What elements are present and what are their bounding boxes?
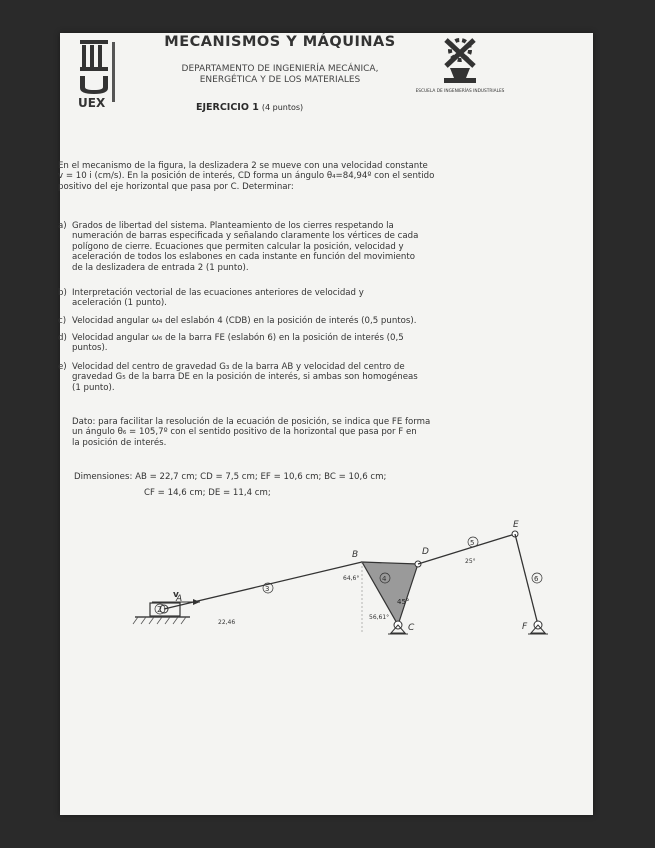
- exercise-title: EJERCICIO 1: [196, 102, 259, 113]
- logo-right-text: ESCUELA DE INGENIERÍAS INDUSTRIALES: [415, 89, 505, 94]
- item-label: c): [58, 316, 67, 326]
- point-b-label: B: [352, 550, 359, 560]
- dato-text: [72, 417, 457, 448]
- point-e-label: E: [513, 520, 519, 530]
- point-d-label: D: [422, 547, 429, 557]
- item-label: d): [58, 333, 67, 343]
- bar-ab: [164, 562, 362, 609]
- item-line: puntos).: [72, 343, 108, 354]
- item-line: Interpretación vectorial de las ecuaciones anteriores de velocidad y: [72, 288, 364, 298]
- item-line: aceleración de todos los eslabones en cada instante en función del movimiento: [72, 252, 415, 263]
- mechanism-figure: [60, 480, 593, 680]
- item-b: [58, 288, 453, 309]
- item-line: Grados de libertad del sistema. Planteamiento de los cierres respetando la: [72, 221, 394, 231]
- angle-e-label: 25°: [465, 558, 476, 565]
- item-label: a): [58, 221, 67, 231]
- point-a-label: A: [176, 594, 183, 604]
- point-f-label: F: [522, 622, 528, 632]
- item-a: [58, 221, 453, 273]
- link-2-label: 2: [157, 605, 163, 614]
- item-label: e): [58, 362, 67, 372]
- intro-text: [58, 161, 458, 192]
- link-4-label: 4: [382, 575, 387, 583]
- item-e: [58, 362, 453, 393]
- item-line: Velocidad del centro de gravedad G₃ de la barra AB y velocidad del centro de: [72, 362, 405, 372]
- dimensions-line-1: Dimensiones: AB = 22,7 cm; CD = 7,5 cm; EF = 10,6 cm; BC = 10,6 cm;: [74, 472, 387, 482]
- link-6-label: 6: [534, 575, 539, 583]
- angle-triangle-label: 45°: [397, 598, 410, 606]
- logo-left-text: UEX: [78, 96, 106, 110]
- intro-line: v = 10 i (cm/s). En la posición de interés, CD forma un ángulo θ₄=84,94º con el sentido: [58, 171, 435, 182]
- item-line: de la deslizadera de entrada 2 (1 punto).: [72, 262, 249, 273]
- dato-line: la posición de interés.: [72, 437, 167, 448]
- angle-b-label: 64,6°: [343, 575, 360, 582]
- department: [150, 64, 410, 86]
- intro-line: En el mecanismo de la figura, la deslizadera 2 se mueve con una velocidad constante: [58, 161, 428, 171]
- exercise-points: (4 puntos): [261, 103, 304, 112]
- ground-hatching: [133, 617, 186, 624]
- dimensions-line-2: CF = 14,6 cm; DE = 11,4 cm;: [144, 488, 271, 498]
- velocity-label: v: [173, 590, 179, 600]
- link-5-label: 5: [470, 539, 475, 547]
- item-line: aceleración (1 punto).: [72, 298, 167, 309]
- dept-line-1: DEPARTAMENTO DE INGENIERÍA MECÁNICA,: [181, 64, 379, 74]
- intro-line: positivo del eje horizontal que pasa por C. Determinar:: [58, 181, 294, 192]
- point-c-label: C: [408, 623, 415, 633]
- school-logo: [415, 36, 505, 106]
- dept-line-2: ENERGÉTICA Y DE LOS MATERIALES: [199, 75, 361, 85]
- item-label: b): [58, 288, 67, 298]
- item-line: gravedad G₅ de la barra DE en la posición de interés, si ambas son homogéneas: [72, 372, 418, 383]
- item-c: [58, 316, 453, 326]
- item-d: [58, 333, 453, 354]
- item-line: polígono de cierre. Ecuaciones que permiten calcular la posición, velocidad y: [72, 241, 404, 252]
- item-line: numeración de barras especificada y señalando claramente los vértices de cada: [72, 231, 419, 242]
- link-3-label: 3: [265, 585, 270, 593]
- angle-c-label: 56,61°: [369, 614, 390, 621]
- exercise-heading: [196, 102, 303, 113]
- dato-line: Dato: para facilitar la resolución de la ecuación de posición, se indica que FE forma: [72, 417, 431, 427]
- item-line: Velocidad angular ω₄ del eslabón 4 (CDB) en la posición de interés (0,5 puntos).: [72, 316, 417, 326]
- item-line: Velocidad angular ω₆ de la barra FE (eslabón 6) en la posición de interés (0,5: [72, 333, 404, 343]
- uex-logo: [72, 38, 122, 108]
- item-line: (1 punto).: [72, 382, 115, 393]
- dato-line: un ángulo θ₆ = 105,7º con el sentido positivo de la horizontal que pasa por F en: [72, 427, 417, 438]
- angle-a-label: 22,46: [218, 619, 236, 626]
- page-title: MECANISMOS Y MÁQUINAS: [164, 34, 396, 50]
